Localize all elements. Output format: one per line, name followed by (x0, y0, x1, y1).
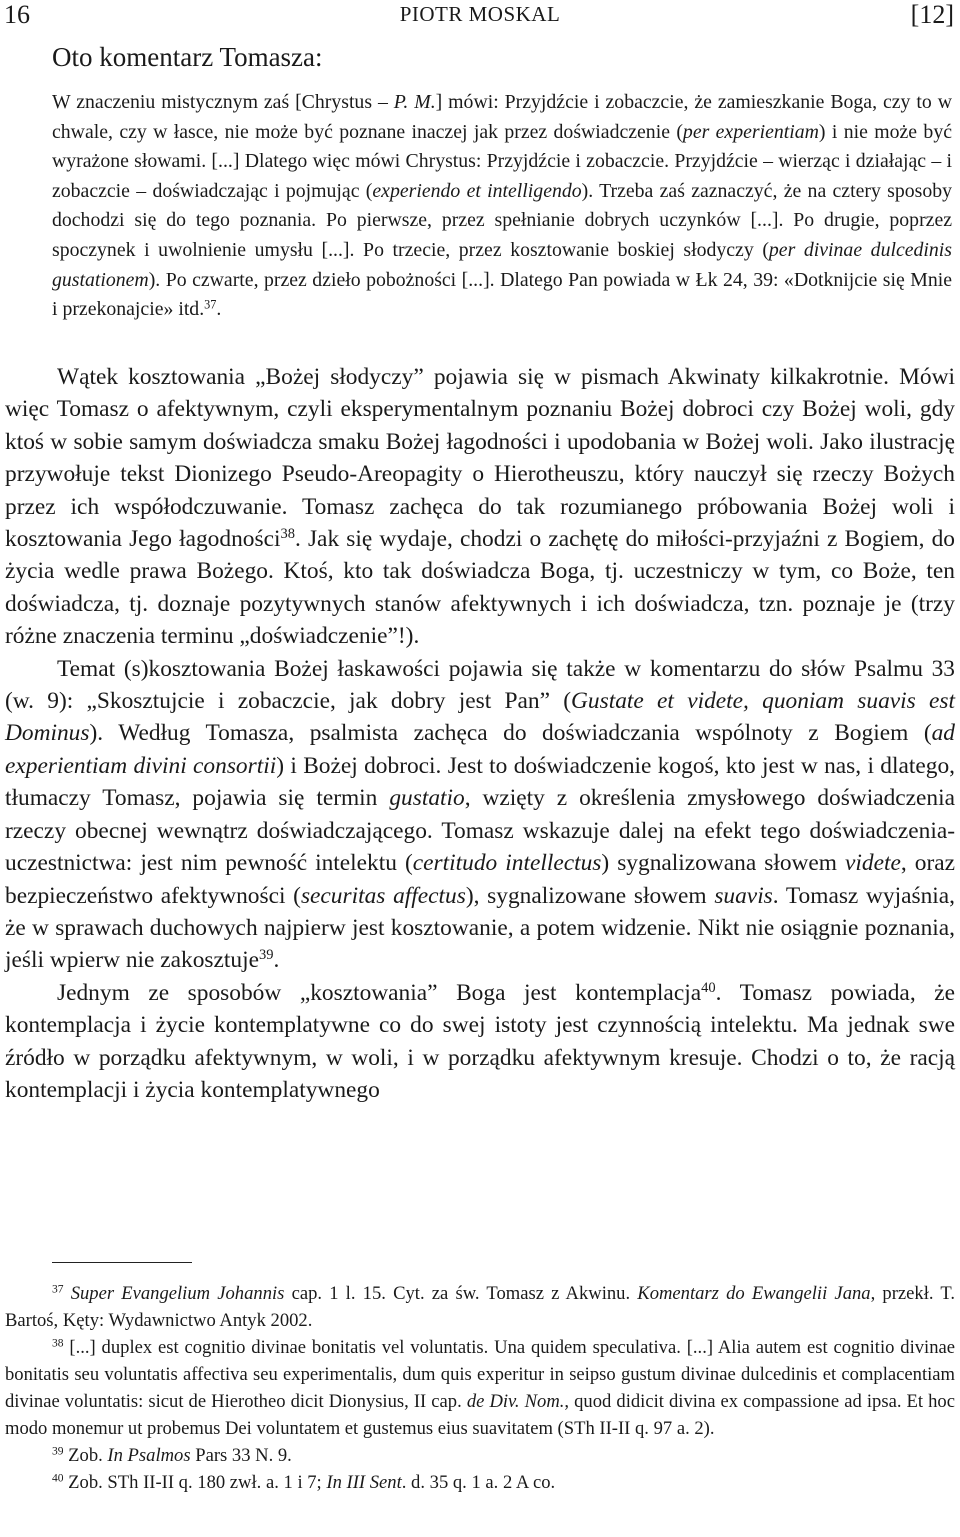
footnote-ref-38: 38 (280, 526, 295, 543)
body-text (5, 361, 955, 1106)
footnote-37: $^{37}$ Super Evangelium Johannis cap. 1 l. 15. Cyt. za św. Tomasz z Akwinu. Komentarz do Ewangelii Jana, przekł. T. Bartoś, Kęty: Wydawnictwo Antyk 2002. (5, 1283, 955, 1331)
page-header (0, 0, 960, 30)
footnote-38: $^{38}$ [...] duplex est cognitio divinae bonitatis vel voluntatis. Una quidem speculativa. [...] Alia autem est cognitio divinae bonitatis seu voluntatis affectiva seu experimentalis, dum quis experitur in seipso gustum divinae dulcedinis et complacentiam divinae voluntatis: sicut de Hierotheo dicit Dionysius, II cap. de Div. Nom., quod didicit divina ex compassione ad ipsa. Et hoc modo monemur ut probemus Dei voluntatem et gustemus eius suavitatem (STh II-II q. 97 a. 2). (5, 1337, 956, 1439)
section-number: [12] (910, 0, 954, 29)
footnote-ref-40: 40 (701, 979, 716, 996)
footnote-ref-39: 39 (258, 947, 274, 964)
footnotes (5, 1280, 955, 1496)
running-head-author: PIOTR MOSKAL (399, 2, 561, 26)
footnote-39: $^{39}$ Zob. In Psalmos Pars 33 N. 9. (52, 1445, 292, 1466)
block-quote: W znaczeniu mistycznym zaś [Chrystus – P. M.] mówi: Przyjdźcie i zobaczcie, że zamieszkanie Boga, czy to w chwale, czy w łasce, nie może być poznane inaczej jak przez doświadczenie (per experientiam) i nie może być wyrażone słowami. [...] Dlatego więc mówi Chrystus: Przyjdźcie i zobaczcie. Przyjdźcie – wierząc i działając – i zobaczcie – doświadczając i pojmując (experiendo et intelligendo). Trzeba zaś zaznaczyć, że na cztery sposoby dochodzi się do tego poznania. Po pierwsze, przez spełnianie dobrych uczynków [...]. Po drugie, poprzez spoczynek i uwolnienie umysłu [...]. Po trzecie, przez kosztowanie boskiej słodyczy (per divinae dulcedinis gustationem). Po czwarte, przez dzieło pobożności [...]. Dlatego Pan powiada w Łk 24, 39: «Dotknijcie się Mnie i przekonajcie» itd.$^{37}$. (52, 91, 952, 321)
page-number: 16 (4, 0, 30, 29)
footnote-ref-37: 37 (204, 297, 217, 312)
paragraph-1: Wątek kosztowania „Bożej słodyczy” pojawia się w pismach Akwinaty kilkakrotnie. Mówi więc Tomasz o afektywnym, czyli eksperymentalnym poznaniu Bożej dobroci czy Bożej woli, gdy ktoś w sobie samym doświadcza smaku Bożej łagodności i upodobania w Bożej woli. Jako ilustrację przywołuje tekst Dionizego Pseudo-Areopagity o Hierotheuszu, który nauczył się rzeczy Bożych przez ich współodczuwanie. Tomasz zachęca do tak rozumianego próbowania Bożej woli i kosztowania Jego łagodności$^{38}$. Jak się wydaje, chodzi o zachętę do miłości-przyjaźni z Bogiem, do życia wedle prawa Bożego. Ktoś, kto tak doświadcza Boga, tj. uczestniczy w tym, co Boże, ten doświadcza, tj. doznaje pozytywnych stanów afektywnych i ich doświadcza, tzn. poznaje je (trzy różne znaczenia terminu „doświadczenie”!). (5, 364, 955, 650)
paragraph-2: Temat (s)kosztowania Bożej łaskawości pojawia się także w komentarzu do słów Psalmu 33 (w. 9): „Skosztujcie i zobaczcie, jak dobry jest Pan” (Gustate et videte, quoniam suavis est Dominus). Według Tomasza, psalmista zachęca do doświadczania wspólnoty z Bogiem (ad experientiam divini consortii) i Bożej dobroci. Jest to doświadczenie kogoś, kto jest w nas, i dlatego, tłumaczy Tomasz, pojawia się termin gustatio, wzięty z określenia zmysłowego doświadczenia rzeczy obecnej wewnątrz doświadczającego. Tomasz wskazuje dalej na efekt tego doświadczenia-uczestnictwa: jest nim pewność intelektu (certitudo intellectus) sygnalizowana słowem videte, oraz bezpieczeństwo afektywności (securitas affectus), sygnalizowane słowem suavis. Tomasz wyjaśnia, że w sprawach duchowych najpierw jest kosztowanie, a potem widzenie. Nikt nie osiągnie poznania, jeśli wpierw nie zakosztuje$^{39}$. (5, 655, 956, 974)
paragraph-3: Jednym ze sposobów „kosztowania” Boga jest kontemplacja$^{40}$. Tomasz powiada, że kontemplacja i życie kontemplatywne co do swej istoty jest czynnością intelektu. Ma jednak swe źródło w porządku afektywnym, w woli, i w porządku afektywnym kresuje. Chodzi o to, że racją kontemplacji i życia kontemplatywnego (5, 979, 956, 1103)
intro-line: Oto komentarz Tomasza: (52, 42, 323, 72)
footnote-divider (52, 1262, 192, 1263)
footnote-40: $^{40}$ Zob. STh II-II q. 180 zwł. a. 1 i 7; In III Sent. d. 35 q. 1 a. 2 A co. (52, 1472, 556, 1493)
